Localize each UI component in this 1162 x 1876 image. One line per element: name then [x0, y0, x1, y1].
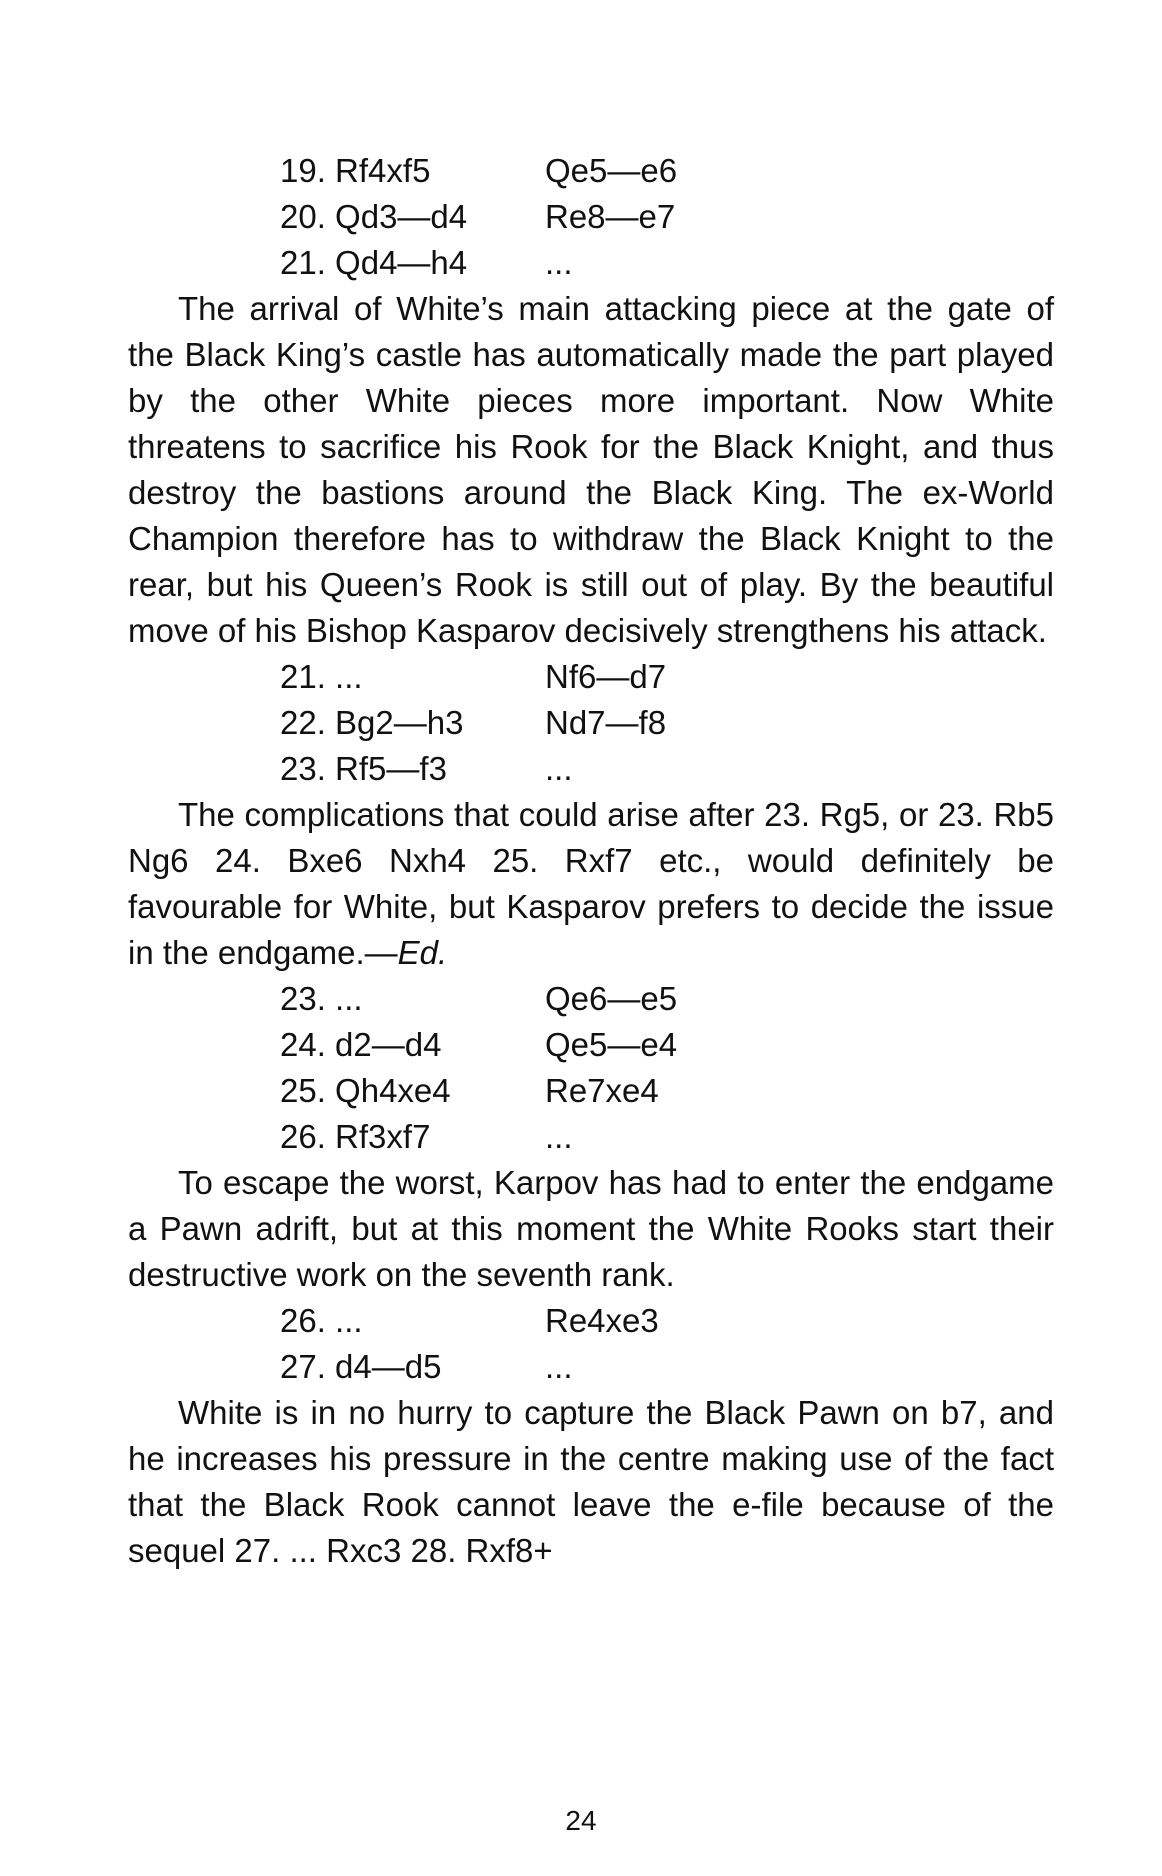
move-row: [128, 1344, 1054, 1390]
commentary-paragraph: [128, 792, 1054, 976]
black-move: Nf6—d7: [545, 658, 667, 695]
black-move: Re4xe3: [545, 1302, 659, 1339]
white-move: 27. d4—d5: [280, 1348, 442, 1385]
move-row: [128, 1068, 1054, 1114]
move-row: [128, 148, 1054, 194]
black-move: ...: [545, 244, 573, 281]
move-row: [128, 1114, 1054, 1160]
white-move: 20. Qd3—d4: [280, 198, 468, 235]
white-move: 21. ...: [280, 658, 363, 695]
black-move: Nd7—f8: [545, 704, 667, 741]
move-row: [128, 700, 1054, 746]
black-move: Qe5—e4: [545, 1026, 678, 1063]
move-row: [128, 1298, 1054, 1344]
black-move: Re7xe4: [545, 1072, 659, 1109]
black-move: Re8—e7: [545, 198, 676, 235]
commentary-paragraph: The arrival of White’s main attacking piece at the gate of the Black King’s castle has automatically made the part played by the other White pieces more important. Now White threatens to sacrifice his Rook for the Black Knight, and thus destroy the bastions around the Black King. The ex-World Champion therefore has to withdraw the Black Knight to the rear, but his Queen’s Rook is still out of play. By the beautiful move of his Bishop Kasparov decisively strengthens his attack.: [128, 290, 1054, 649]
black-move: Qe5—e6: [545, 152, 678, 189]
white-move: 23. ...: [280, 980, 363, 1017]
page-content: [128, 148, 1054, 1574]
move-row: [128, 240, 1054, 286]
black-move: Qe6—e5: [545, 980, 678, 1017]
move-row: [128, 976, 1054, 1022]
white-move: 23. Rf5—f3: [280, 750, 447, 787]
white-move: 21. Qd4—h4: [280, 244, 468, 281]
commentary-paragraph: To escape the worst, Karpov has had to enter the endgame a Pawn adrift, but at this moment the White Rooks start their destructive work on the seventh rank.: [128, 1164, 1054, 1293]
move-row: [128, 746, 1054, 792]
page-number: 24: [565, 1805, 597, 1836]
white-move: 26. Rf3xf7: [280, 1118, 431, 1155]
black-move: ...: [545, 750, 573, 787]
black-move: ...: [545, 1118, 573, 1155]
white-move: 25. Qh4xe4: [280, 1072, 451, 1109]
white-move: 26. ...: [280, 1302, 363, 1339]
move-list: [128, 976, 1054, 1160]
commentary-text: The complications that could arise after 23. Rg5, or 23. Rb5 Ng6 24. Bxe6 Nxh4 25. Rxf7 etc., would definitely be favourable for White, but Kasparov prefers to decide the issue in the endgame.—: [128, 796, 1054, 971]
white-move: 19. Rf4xf5: [280, 152, 431, 189]
move-list: [128, 148, 1054, 286]
white-move: 22. Bg2—h3: [280, 704, 464, 741]
move-row: [128, 654, 1054, 700]
white-move: 24. d2—d4: [280, 1026, 442, 1063]
move-row: [128, 1022, 1054, 1068]
move-list: [128, 1298, 1054, 1390]
move-row: [128, 194, 1054, 240]
commentary-paragraph: White is in no hurry to capture the Black Pawn on b7, and he increases his pressure in the centre making use of the fact that the Black Rook cannot leave the e-file because of the sequel 27. ... Rxc3 28. Rxf8+: [128, 1394, 1054, 1569]
move-list: [128, 654, 1054, 792]
black-move: ...: [545, 1348, 573, 1385]
editor-note: Ed.: [397, 934, 448, 971]
